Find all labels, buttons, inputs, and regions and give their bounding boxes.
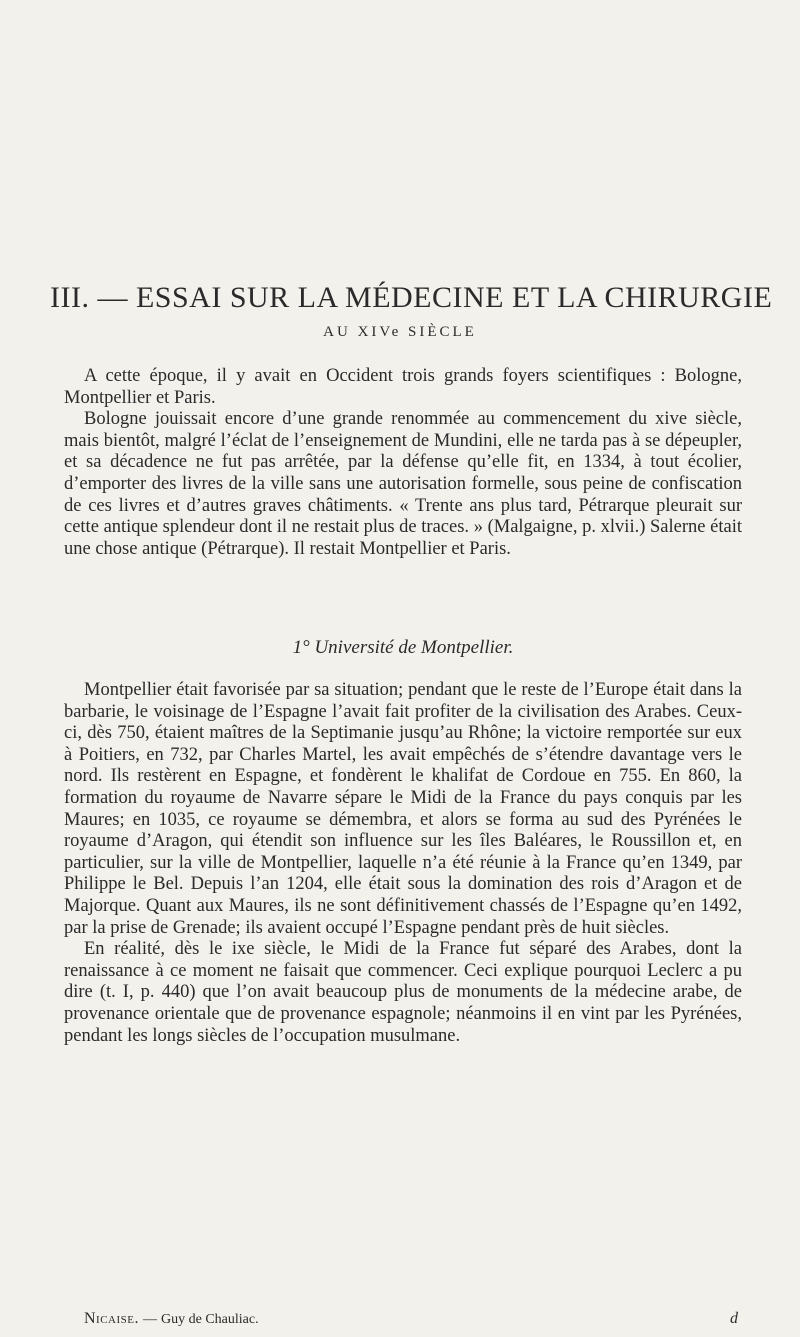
paragraph: Montpellier était favorisée par sa situation; pendant que le reste de l’Europe était dans la barbarie, le voisinage de l’Espagne l’avait fait profiter de la civilisation des Arabes. Ceux-ci, dès 750, étaient maîtres de la Septimanie jusqu’au Rhône; la victoire remportée sur eux à Poitiers, en 732, par Charles Martel, les avait empêchés de s’étendre davantage vers le nord. Ils restèrent en Espagne, et fondèrent le khalifat de Cordoue en 755. En 860, la formation du royaume de Navarre sépare le Midi de la France du pays conquis par les Maures; en 1035, ce royaume se démembra, et alors se forma au sud des Pyrénées le royaume d’Aragon, qui étendit son influence sur les îles Baléares, le Roussillon et, en particulier, sur la ville de Montpellier, laquelle n’a été réunie à la France qu’en 1349, par Philippe le Bel. Depuis l’an 1204, elle était sous la domination des rois d’Aragon et de Majorque. Quant aux Maures, ils ne sont définitivement chassés de l’Espagne qu’en 1492, par la prise de Grenade; ils avaient occupé l’Espagne pendant près de huit siècles. bbox=[64, 680, 742, 938]
signature-mark: d bbox=[730, 1310, 738, 1327]
paragraph: En réalité, dès le ixe siècle, le Midi de la France fut séparé des Arabes, dont la renaissance à ce moment ne faisait que commencer. Ceci explique pourquoi Leclerc a pu dire (t. I, p. 440) que l’on avait beaucoup plus de monuments de la médecine arabe, de provenance orientale que de provenance espagnole; néanmoins il en vint par les Pyrénées, pendant les longs siècles de l’occupation musulmane. bbox=[64, 939, 742, 1046]
page-footer bbox=[84, 1310, 742, 1329]
chapter-subtitle: AU XIVe SIÈCLE bbox=[323, 324, 477, 340]
footer-author: Nicaise. bbox=[84, 1310, 139, 1327]
section-text bbox=[64, 680, 742, 1047]
paragraph: Bologne jouissait encore d’une grande renommée au commencement du xive siècle, mais bientôt, malgré l’éclat de l’enseignement de Mundini, elle ne tarda pas à se dépeupler, et sa décadence ne fut pas arrêtée, par la défense qu’elle fit, en 1334, à tout écolier, d’emporter des livres de la ville sans une autorisation formelle, sous peine de confiscation de ces livres et d’autres graves châtiments. « Trente ans plus tard, Pétrarque pleurait sur cette antique splendeur dont il ne restait plus de traces. » (Malgaigne, p. xlvii.) Salerne était une chose antique (Pétrarque). Il restait Montpellier et Paris. bbox=[64, 409, 742, 559]
footer-separator: — bbox=[143, 1312, 157, 1327]
paragraph: A cette époque, il y avait en Occident trois grands foyers scientifiques : Bologne, Montpellier et Paris. bbox=[64, 366, 742, 408]
chapter-title: III. — ESSAI SUR LA MÉDECINE ET LA CHIRURGIE bbox=[50, 281, 773, 314]
footer-book-title: Guy de Chauliac. bbox=[161, 1312, 259, 1327]
section-heading: 1° Université de Montpellier. bbox=[292, 637, 514, 658]
intro-text bbox=[64, 366, 742, 560]
